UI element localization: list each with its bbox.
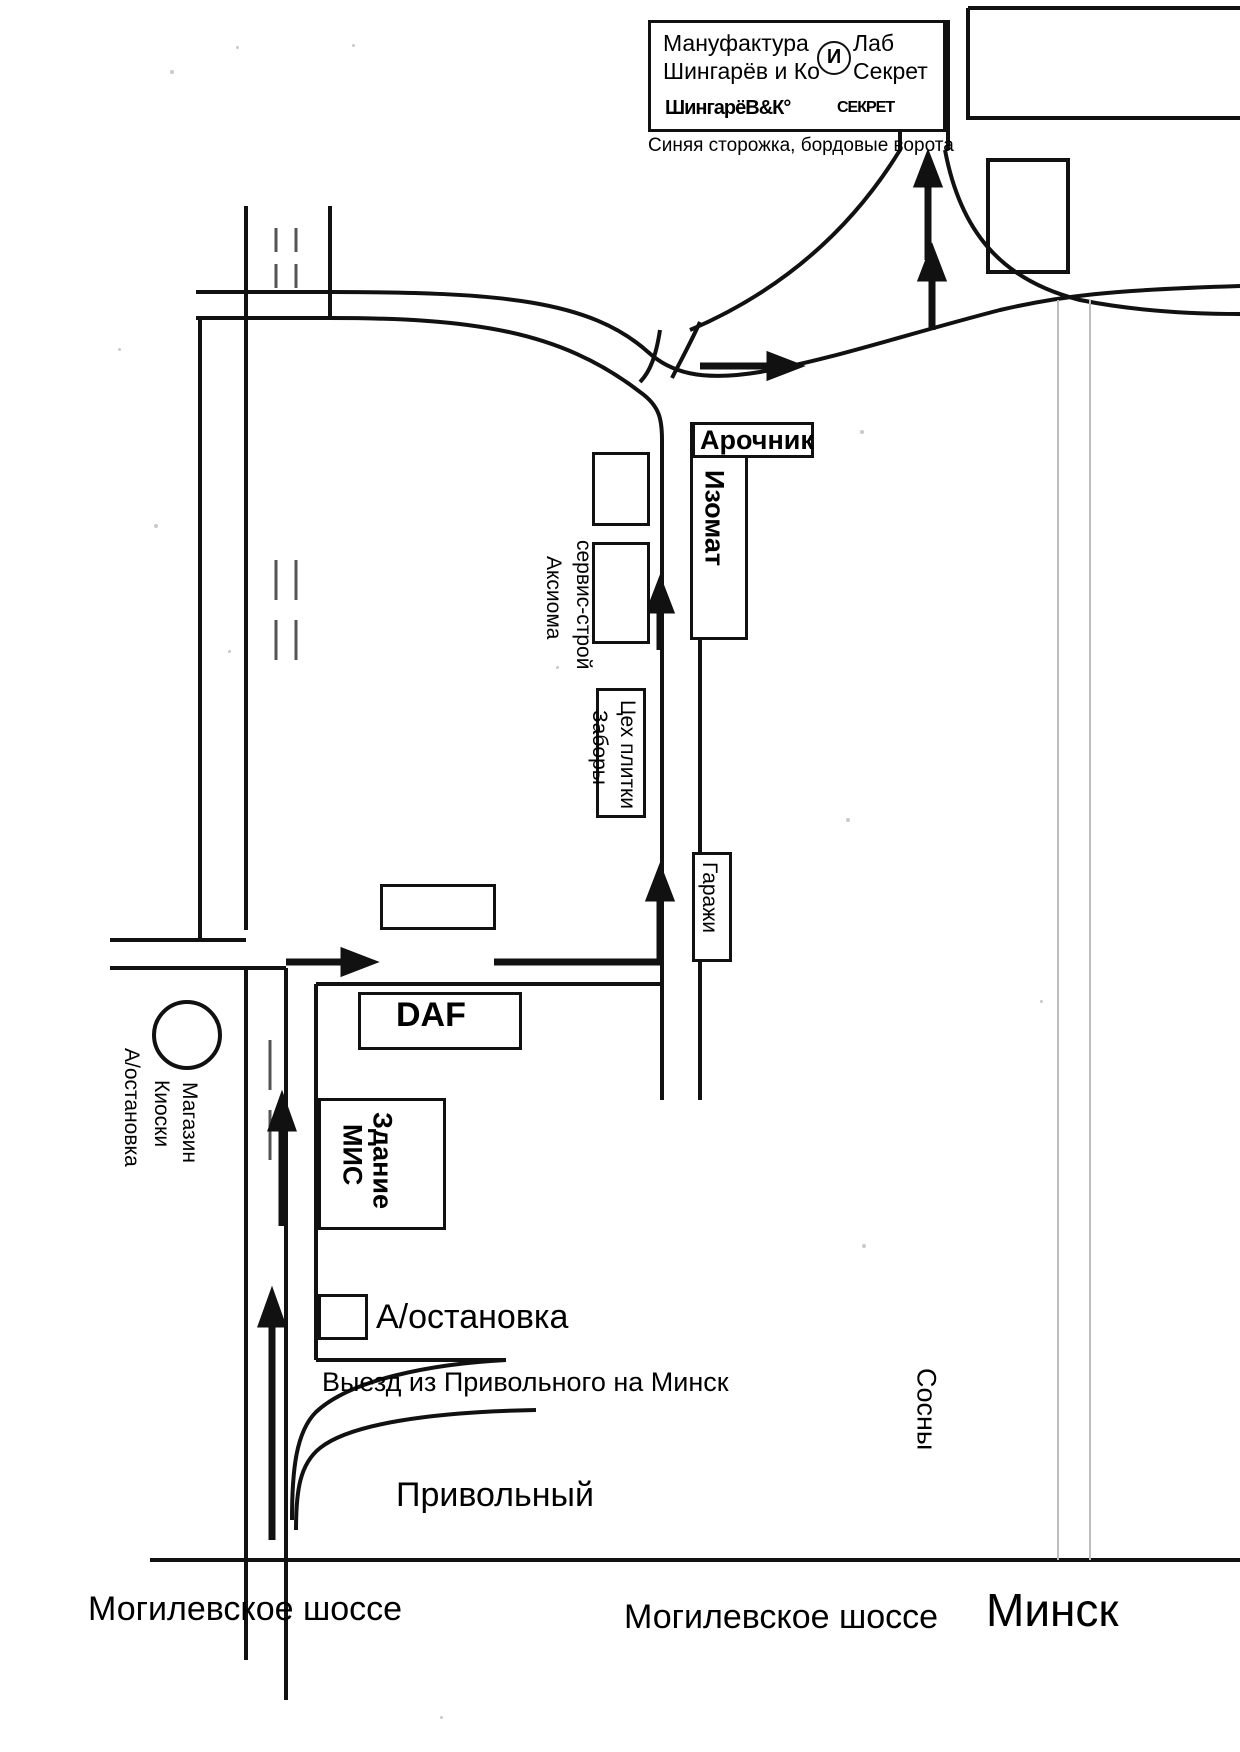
legend-company-line1: Мануфактура (663, 30, 809, 56)
scan-speck (556, 666, 559, 669)
label-aksioma-line2: сервис-строй (572, 540, 596, 670)
scan-speck (228, 650, 231, 653)
scan-speck (236, 46, 239, 49)
label-zdanie-line1: Здание (367, 1112, 398, 1209)
label-a-ostanovka-main: А/остановка (376, 1298, 569, 1336)
legend-partner-line2: Секрет (853, 58, 928, 84)
label-daf: DAF (396, 996, 466, 1034)
label-izomat: Изомат (699, 470, 730, 567)
label-magazin: Магазин (178, 1082, 202, 1164)
building-box-upper (592, 452, 650, 526)
scan-speck (1040, 1000, 1043, 1003)
bus-stop-box (318, 1294, 368, 1340)
joiner-and-icon: И (817, 41, 851, 75)
label-sosny: Сосны (911, 1368, 942, 1451)
scan-speck (154, 524, 158, 528)
scan-speck (170, 70, 174, 74)
scan-speck (118, 348, 121, 351)
scan-speck (440, 1716, 443, 1719)
label-zabory: Заборы (588, 710, 612, 785)
label-aksioma-line1: Аксиома (542, 556, 566, 640)
scan-speck (846, 818, 850, 822)
label-tsekh-plitki: Цех плитки (616, 700, 640, 809)
legend-company-line2: Шингарёв и Ко (663, 58, 820, 84)
building-box-aksioma (592, 542, 650, 644)
label-vyezd: Выезд из Привольного на Минск (322, 1367, 729, 1397)
label-kioski: Киоски (150, 1080, 174, 1148)
label-garazhi: Гаражи (698, 862, 722, 934)
scan-speck (352, 44, 355, 47)
label-mogilevskoe-left: Могилевское шоссе (88, 1590, 403, 1628)
label-a-ostanovka-left: А/остановка (120, 1048, 144, 1167)
label-mogilevskoe-right: Могилевское шоссе (624, 1598, 939, 1636)
legend-card (648, 20, 946, 132)
legend-caption: Синяя сторожка, бордовые ворота (648, 135, 954, 156)
label-privolny: Привольный (396, 1476, 594, 1514)
legend-partner-line1: Лаб (853, 30, 895, 56)
scan-speck (862, 1244, 866, 1248)
shingarev-logo: ШингарёВ&К° (665, 97, 791, 119)
building-box-lower-left (380, 884, 496, 930)
label-minsk: Минск (986, 1584, 1119, 1636)
roundabout-circle (152, 1000, 222, 1070)
label-zdanie-line2: МИС (337, 1124, 368, 1186)
scan-speck (860, 430, 864, 434)
label-arochnik: Арочник (700, 425, 814, 455)
secret-logo: СЕКРЕТ (837, 99, 895, 116)
